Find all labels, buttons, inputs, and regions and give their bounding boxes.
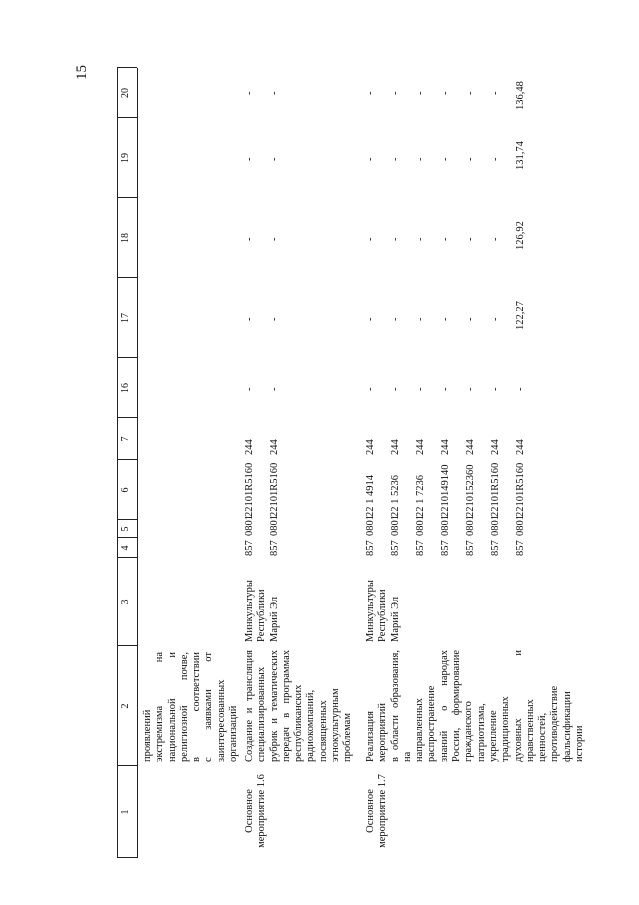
budget-code: 857 (515, 540, 526, 556)
value-cell: - (269, 157, 280, 161)
value-cell: - (365, 237, 376, 241)
col-header-3: 3 (120, 599, 131, 605)
value-cell: - (244, 91, 255, 95)
budget-code: 22101R5160 (515, 462, 526, 517)
value-cell: - (415, 317, 426, 321)
budget-code: 244 (440, 439, 451, 455)
value-cell: - (269, 237, 280, 241)
value-cell: - (465, 237, 476, 241)
value-cell: - (390, 237, 401, 241)
budget-code: 857 (440, 540, 451, 556)
value-cell: - (244, 157, 255, 161)
budget-code: 857 (365, 540, 376, 556)
col-header-19: 19 (120, 153, 131, 163)
value-cell: 136,48 (515, 81, 526, 110)
col-header-5: 5 (120, 526, 131, 532)
budget-code: 244 (365, 439, 376, 455)
budget-code: 2210149140 (440, 464, 451, 517)
budget-code: 0801 (465, 515, 476, 536)
budget-code: 0801 (244, 515, 255, 536)
budget-code: 244 (390, 439, 401, 455)
table-top-rule (117, 68, 118, 858)
col-header-18: 18 (120, 233, 131, 243)
value-cell: - (440, 317, 451, 321)
row-1-7-description: Реализация мероприятий в области образования, на направленных распространение знаний о народах России, формирование гражданского патриотизма, укрепление традиционных духовных и нравственных ценностей, противодействие фальсификации истории (365, 650, 586, 762)
budget-code: 0801 (515, 515, 526, 536)
budget-code: 0801 (269, 515, 280, 536)
budget-code: 244 (244, 439, 255, 455)
budget-code: 0801 (490, 515, 501, 536)
value-cell: - (415, 157, 426, 161)
value-cell: 131,74 (515, 141, 526, 170)
budget-code: 244 (465, 439, 476, 455)
rotated-table (117, 68, 586, 858)
value-cell: - (269, 91, 280, 95)
budget-code: 22 1 7236 (415, 475, 426, 517)
value-cell: - (269, 387, 280, 391)
header-bottom-rule (137, 68, 138, 858)
value-cell: 126,92 (515, 221, 526, 250)
value-cell: - (490, 387, 501, 391)
value-cell: - (365, 317, 376, 321)
value-cell: - (515, 387, 526, 391)
value-cell: - (365, 387, 376, 391)
value-cell: - (440, 237, 451, 241)
col-header-1: 1 (120, 809, 131, 815)
value-cell: - (415, 91, 426, 95)
col-header-6: 6 (120, 487, 131, 493)
value-cell: - (244, 237, 255, 241)
continuation-text: проявлений экстремизма на национальной и религиозной почве, в соответствии с заявками от заинтересованных организаций (142, 652, 240, 762)
value-cell: 122,27 (515, 301, 526, 330)
budget-code: 22101R5160 (244, 462, 255, 517)
budget-code: 857 (490, 540, 501, 556)
budget-code: 857 (415, 540, 426, 556)
col-header-2: 2 (120, 703, 131, 709)
value-cell: - (490, 317, 501, 321)
col-header-16: 16 (120, 383, 131, 393)
budget-code: 0801 (440, 515, 451, 536)
value-cell: - (440, 387, 451, 391)
row-1-7-executor: Минкультуры Республики Марий Эл (365, 580, 401, 642)
budget-code: 244 (415, 439, 426, 455)
value-cell: - (390, 157, 401, 161)
value-cell: - (465, 91, 476, 95)
value-cell: - (465, 387, 476, 391)
value-cell: - (465, 157, 476, 161)
value-cell: - (465, 317, 476, 321)
page-number: 15 (74, 65, 90, 80)
budget-code: 0801 (415, 515, 426, 536)
budget-code: 2210152360 (465, 464, 476, 517)
value-cell: - (490, 91, 501, 95)
value-cell: - (365, 157, 376, 161)
budget-code: 0801 (390, 515, 401, 536)
budget-code: 22 1 5236 (390, 475, 401, 517)
budget-code: 857 (465, 540, 476, 556)
value-cell: - (490, 157, 501, 161)
value-cell: - (390, 317, 401, 321)
value-cell: - (415, 387, 426, 391)
budget-code: 0801 (365, 515, 376, 536)
value-cell: - (244, 317, 255, 321)
row-1-6-title: Основное мероприятие 1.6 (244, 774, 268, 848)
row-1-6-executor: Минкультуры Республики Марий Эл (244, 580, 280, 642)
budget-code: 22101R5160 (269, 462, 280, 517)
row-1-7-title: Основное мероприятие 1.7 (365, 774, 389, 848)
col-header-4: 4 (120, 545, 131, 551)
budget-code: 244 (490, 439, 501, 455)
value-cell: - (365, 91, 376, 95)
budget-code: 857 (269, 540, 280, 556)
budget-code: 22 1 4914 (365, 475, 376, 517)
budget-code: 857 (244, 540, 255, 556)
value-cell: - (490, 237, 501, 241)
col-header-17: 17 (120, 313, 131, 323)
col-header-7: 7 (120, 436, 131, 442)
budget-code: 22101R5160 (490, 462, 501, 517)
value-cell: - (269, 317, 280, 321)
value-cell: - (390, 387, 401, 391)
col-header-20: 20 (120, 88, 131, 98)
row-1-6-description: Создание и трансляция специализированных рубрик и тематических передач в программах республиканских радиокомпаний, посвященных этнокультурным проблемам (244, 650, 354, 762)
budget-code: 857 (390, 540, 401, 556)
value-cell: - (244, 387, 255, 391)
budget-code: 244 (269, 439, 280, 455)
value-cell: - (440, 157, 451, 161)
value-cell: - (390, 91, 401, 95)
value-cell: - (415, 237, 426, 241)
budget-code: 244 (515, 439, 526, 455)
value-cell: - (440, 91, 451, 95)
